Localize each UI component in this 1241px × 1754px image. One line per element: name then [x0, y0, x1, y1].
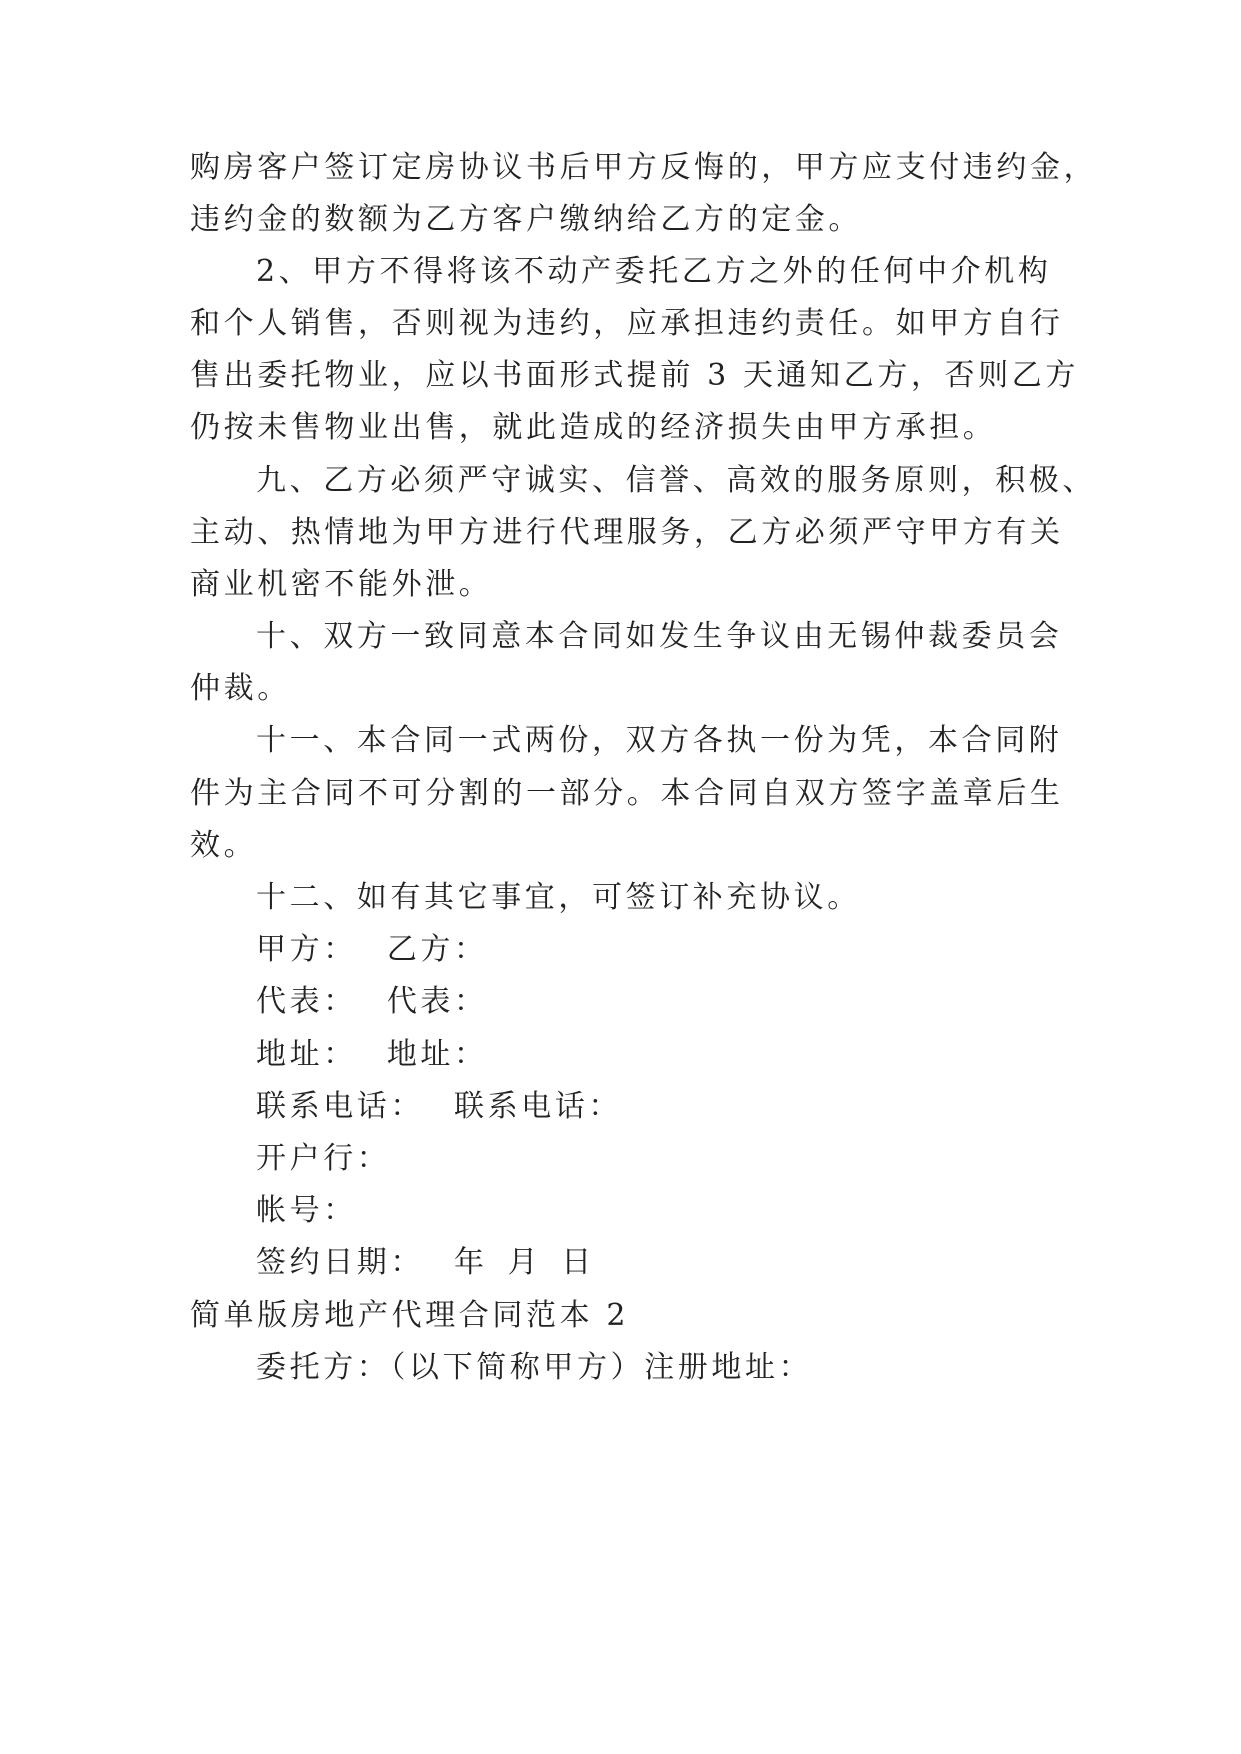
clause-9-line: 九、乙方必须严守诚实、信誉、高效的服务原则，积极、	[256, 463, 1096, 498]
paragraph-line: 购房客户签订定房协议书后甲方反悔的，甲方应支付违约金，	[190, 150, 1098, 185]
phone-a-label: 联系电话：	[256, 1089, 424, 1124]
paragraph-line: 效。	[190, 828, 258, 863]
principal-line: 委托方：（以下简称甲方）注册地址：	[256, 1350, 813, 1385]
addr-a-label: 地址：	[256, 1037, 357, 1072]
signature-phone-row	[256, 1087, 622, 1127]
account-label: 帐号：	[256, 1193, 357, 1228]
clause-11-line: 十一、本合同一式两份，双方各执一份为凭，本合同附	[256, 723, 1063, 758]
phone-b-label: 联系电话：	[454, 1089, 622, 1124]
paragraph-line: 商业机密不能外泄。	[190, 567, 493, 602]
rep-b-label: 代表：	[386, 984, 488, 1019]
clause-2-line: 2、甲方不得将该不动产委托乙方之外的任何中介机构	[256, 254, 1052, 289]
party-a-label: 甲方：	[256, 932, 357, 967]
signature-address-row	[256, 1035, 488, 1075]
clause-10-line: 十、双方一致同意本合同如发生争议由无锡仲裁委员会	[256, 619, 1063, 654]
date-label: 签约日期：	[256, 1245, 424, 1280]
paragraph-line: 件为主合同不可分割的一部分。本合同自双方签字盖章后生	[190, 776, 1064, 811]
party-b-label: 乙方：	[386, 932, 488, 967]
paragraph-line: 售出委托物业，应以书面形式提前 3 天通知乙方，否则乙方	[190, 358, 1079, 393]
date-month: 月	[507, 1245, 542, 1280]
paragraph-line: 和个人销售，否则视为违约，应承担违约责任。如甲方自行	[190, 306, 1064, 341]
bank-label: 开户行：	[256, 1141, 391, 1176]
paragraph-line: 违约金的数额为乙方客户缴纳给乙方的定金。	[190, 202, 862, 237]
paragraph-line: 主动、热情地为甲方进行代理服务，乙方必须严守甲方有关	[190, 515, 1064, 550]
paragraph-line: 仍按未售物业出售，就此造成的经济损失由甲方承担。	[190, 410, 997, 445]
date-year: 年	[454, 1245, 488, 1280]
rep-a-label: 代表：	[256, 984, 357, 1019]
addr-b-label: 地址：	[386, 1037, 488, 1072]
signature-party-row	[256, 930, 488, 970]
paragraph-line: 仲裁。	[190, 671, 291, 706]
date-day: 日	[561, 1245, 595, 1280]
clause-12-line: 十二、如有其它事宜，可签订补充协议。	[256, 880, 861, 915]
signature-representative-row	[256, 982, 488, 1022]
signing-date-row	[256, 1243, 595, 1283]
section-title: 简单版房地产代理合同范本 2	[190, 1298, 630, 1333]
